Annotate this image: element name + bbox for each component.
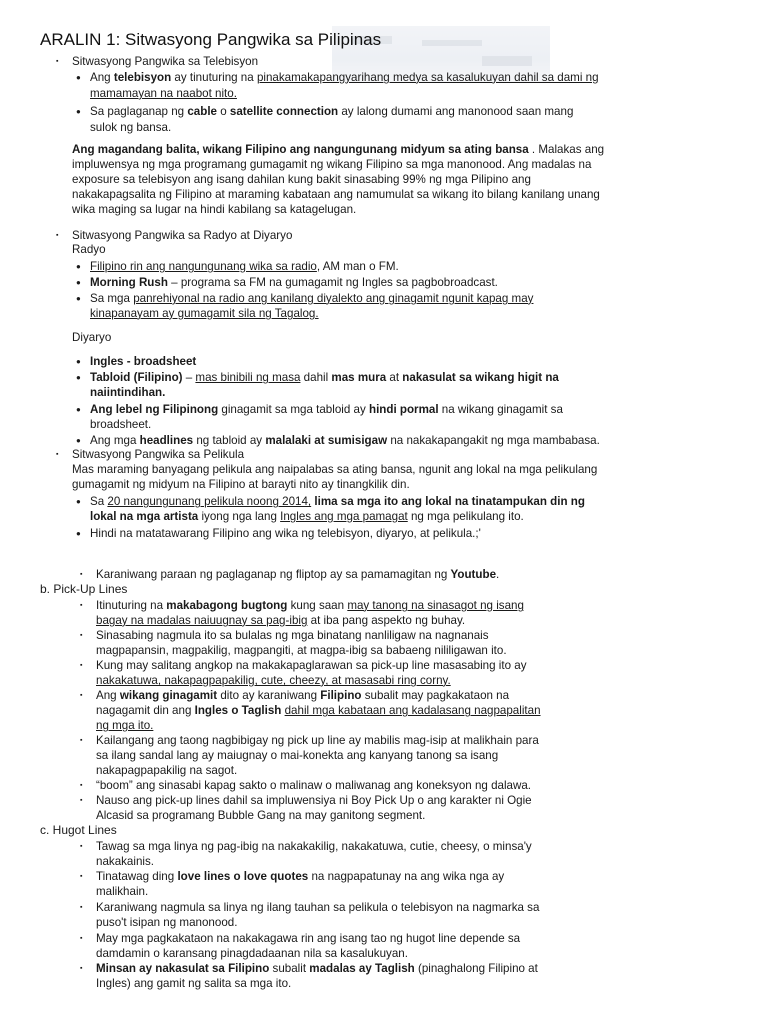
bullet-icon: ● xyxy=(76,529,81,538)
section-heading-film: Sitwasyong Pangwika sa Pelikula xyxy=(72,448,245,461)
square-bullet-icon: ▪ xyxy=(80,782,83,789)
page-title: ARALIN 1: Sitwasyong Pangwika sa Pilipinas xyxy=(40,30,382,49)
square-bullet-icon: ▪ xyxy=(80,571,83,578)
tv-bullet-1: Ang telebisyon ay tinuturing na pinakamakapangyarihang medya sa kasalukuyan dahil sa dami ng xyxy=(90,71,599,84)
tv-bullet-1-cont: mamamayan na naabot nito. xyxy=(90,87,237,100)
radio-bullet-3-cont: kinapanayam ay gumagamit sila ng Tagalog. xyxy=(90,307,319,320)
square-bullet-icon: ▪ xyxy=(80,965,83,972)
section-heading-pickup: b. Pick-Up Lines xyxy=(40,582,128,596)
hugot-bullet-3: Karaniwang nagmula sa linya ng ilang tauhan sa pelikula o telebisyon na nagmarka sa xyxy=(96,901,540,914)
pickup-bullet-4-cont: ng mga ito. xyxy=(96,719,154,732)
square-bullet-icon: ▪ xyxy=(80,935,83,942)
square-bullet-icon: ▪ xyxy=(80,873,83,880)
bullet-icon: ● xyxy=(76,73,81,82)
subheading-diyaryo: Diyaryo xyxy=(72,331,112,344)
hugot-bullet-4: May mga pagkakataon na nakakagawa rin ang isang tao ng hugot line depende sa xyxy=(96,932,521,945)
square-bullet-icon: ▪ xyxy=(80,737,83,744)
pickup-bullet-7-cont: Alcasid sa programang Bubble Gang na may ganitong segment. xyxy=(96,809,426,822)
pickup-bullet-7: Nauso ang pick-up lines dahil sa impluwensiya ni Boy Pick Up o ang karakter ni Ogie xyxy=(96,794,532,807)
diyaryo-bullet-2-cont: naiintindihan. xyxy=(90,386,166,399)
hugot-bullet-1: Tawag sa mga linya ng pag-ibig na nakakakilig, nakakatuwa, cutie, cheesy, o minsa'y xyxy=(96,840,532,853)
pickup-bullet-5-cont: sa ilang sandal lang ay maiugnay o mai-konekta ang kanyang tanong sa isang xyxy=(96,749,499,762)
radio-bullet-3: Sa mga panrehiyonal na radio ang kanilang diyalekto ang ginagamit ngunit kapag may xyxy=(90,292,534,305)
subheading-radyo: Radyo xyxy=(72,243,106,256)
diyaryo-bullet-4: Ang mga headlines ng tabloid ay malalaki at sumisigaw na nakakapangakit ng mga mambabasa. xyxy=(90,434,600,447)
square-bullet-icon: ▪ xyxy=(80,632,83,639)
square-bullet-icon: ▪ xyxy=(80,904,83,911)
pickup-bullet-5-cont: nakapagpapakilig na sagot. xyxy=(96,764,238,777)
bullet-icon: ● xyxy=(76,107,81,116)
section-heading-radio: Sitwasyong Pangwika sa Radyo at Diyaryo xyxy=(72,229,293,242)
pickup-bullet-2-cont: magpapansin, magpakilig, magpangiti, at magpa-ibig sa babaeng nililigawan ito. xyxy=(96,644,507,657)
radio-bullet-1: Filipino rin ang nangungunang wika sa radio, AM man o FM. xyxy=(90,260,399,273)
film-bullet-1-cont: lokal na mga artista iyong nga lang Ingles ang mga pamagat ng mga pelikulang ito. xyxy=(90,510,524,523)
hugot-bullet-5-cont: Ingles) ang gamit ng salita sa mga ito. xyxy=(96,977,292,990)
film-paragraph-line: gumagamit ng midyum na Filipino at barayti nito ay tinangkilik din. xyxy=(72,478,410,491)
tv-paragraph-line: impluwensya ng mga programang gumagamit ng wikang Filipino sa mga manonood. Ang madalas na xyxy=(72,158,592,171)
bullet-icon: ● xyxy=(76,373,81,382)
section-heading-hugot: c. Hugot Lines xyxy=(40,823,117,837)
radio-bullet-2: Morning Rush – programa sa FM na gumagamit ng Ingles sa pagbobroadcast. xyxy=(90,276,498,289)
pickup-bullet-5: Kailangang ang taong nagbibigay ng pick up line ay mabilis mag-isip at malikhain para xyxy=(96,734,539,747)
hugot-bullet-3-cont: puso't isipan ng manonood. xyxy=(96,916,238,929)
fliptop-bullet: Karaniwang paraan ng paglaganap ng fliptop ay sa pamamagitan ng Youtube. xyxy=(96,568,500,581)
diyaryo-bullet-3: Ang lebel ng Filipinong ginagamit sa mga tabloid ay hindi pormal na wikang ginagamit sa xyxy=(90,403,563,416)
pickup-bullet-1: Itinuturing na makabagong bugtong kung saan may tanong na sinasagot ng isang xyxy=(96,599,524,612)
tv-paragraph-line: wika maging sa lugar na hindi kabilang sa katagelugan. xyxy=(72,203,357,216)
pickup-bullet-6: “boom” ang sinasabi kapag sakto o malinaw o maliwanag ang koneksyon ng dalawa. xyxy=(96,779,532,792)
hugot-bullet-4-cont: damdamin o karansang pinagdadaanan nila sa kasalukuyan. xyxy=(96,947,408,960)
hugot-bullet-5: Minsan ay nakasulat sa Filipino subalit madalas ay Taglish (pinaghalong Filipino at xyxy=(96,962,538,975)
film-paragraph-line: Mas maraming banyagang pelikula ang naipalabas sa ating bansa, ngunit ang lokal na mga pelikulang xyxy=(72,463,598,476)
bullet-icon: ● xyxy=(76,357,81,366)
section-heading-tv: Sitwasyong Pangwika sa Telebisyon xyxy=(72,55,259,68)
square-bullet-icon: ▪ xyxy=(56,58,59,65)
bullet-icon: ● xyxy=(76,278,81,287)
pickup-bullet-1-cont: bagay na madalas naiuugnay sa pag-ibig at iba pang aspekto ng buhay. xyxy=(96,614,466,627)
diyaryo-bullet-3-cont: broadsheet. xyxy=(90,418,152,431)
tv-bullet-2: Sa paglaganap ng cable o satellite connection ay lalong dumami ang manonood saan mang xyxy=(90,105,574,118)
tv-bullet-2-cont: sulok ng bansa. xyxy=(90,121,172,134)
bullet-icon: ● xyxy=(76,294,81,303)
pickup-bullet-4-cont: nagagamit din ang Ingles o Taglish dahil mga kabataan ang kadalasang nagpapalitan xyxy=(96,704,541,717)
diyaryo-bullet-2: Tabloid (Filipino) – mas binibili ng masa dahil mas mura at nakasulat sa wikang higit na xyxy=(90,371,559,384)
square-bullet-icon: ▪ xyxy=(80,602,83,609)
pickup-bullet-4: Ang wikang ginagamit dito ay karaniwang Filipino subalit may pagkakataon na xyxy=(96,689,510,702)
square-bullet-icon: ▪ xyxy=(56,232,59,239)
hugot-bullet-2: Tinatawag ding love lines o love quotes na nagpapatunay na ang wika nga ay xyxy=(96,870,505,883)
pickup-bullet-3: Kung may salitang angkop na makakapaglarawan sa pick-up line masasabing ito ay xyxy=(96,659,527,672)
pickup-bullet-2: Sinasabing nagmula ito sa bulalas ng mga binatang nanliligaw na nagnanais xyxy=(96,629,489,642)
pickup-bullet-3-cont: nakakatuwa, nakapagpapakilig, cute, cheezy, at masasabi ring corny. xyxy=(96,674,451,687)
square-bullet-icon: ▪ xyxy=(80,692,83,699)
hugot-bullet-1-cont: nakakainis. xyxy=(96,855,155,868)
bullet-icon: ● xyxy=(76,405,81,414)
tv-paragraph-line: nakakapagsalita ng Filipino at maraming kabataan ang namumulat sa wikang ito bilang kanilang unang xyxy=(72,188,600,201)
film-bullet-2: Hindi na matatawarang Filipino ang wika ng telebisyon, diyaryo, at pelikula.;' xyxy=(90,527,481,540)
tv-paragraph-line: exposure sa telebisyon ang isang dahilan kung bakit sinasabing 99% ng mga Pilipino ang xyxy=(72,173,531,186)
diyaryo-bullet-1: Ingles - broadsheet xyxy=(90,355,197,368)
tv-paragraph: Ang magandang balita, wikang Filipino ang nangungunang midyum sa ating bansa . Malakas ang xyxy=(72,143,605,156)
bullet-icon: ● xyxy=(76,262,81,271)
film-bullet-1: Sa 20 nangungunang pelikula noong 2014, lima sa mga ito ang lokal na tinatampukan din ng xyxy=(90,495,585,508)
square-bullet-icon: ▪ xyxy=(80,797,83,804)
square-bullet-icon: ▪ xyxy=(80,662,83,669)
square-bullet-icon: ▪ xyxy=(56,451,59,458)
bullet-icon: ● xyxy=(76,497,81,506)
square-bullet-icon: ▪ xyxy=(80,843,83,850)
bullet-icon: ● xyxy=(76,436,81,445)
hugot-bullet-2-cont: malikhain. xyxy=(96,885,149,898)
